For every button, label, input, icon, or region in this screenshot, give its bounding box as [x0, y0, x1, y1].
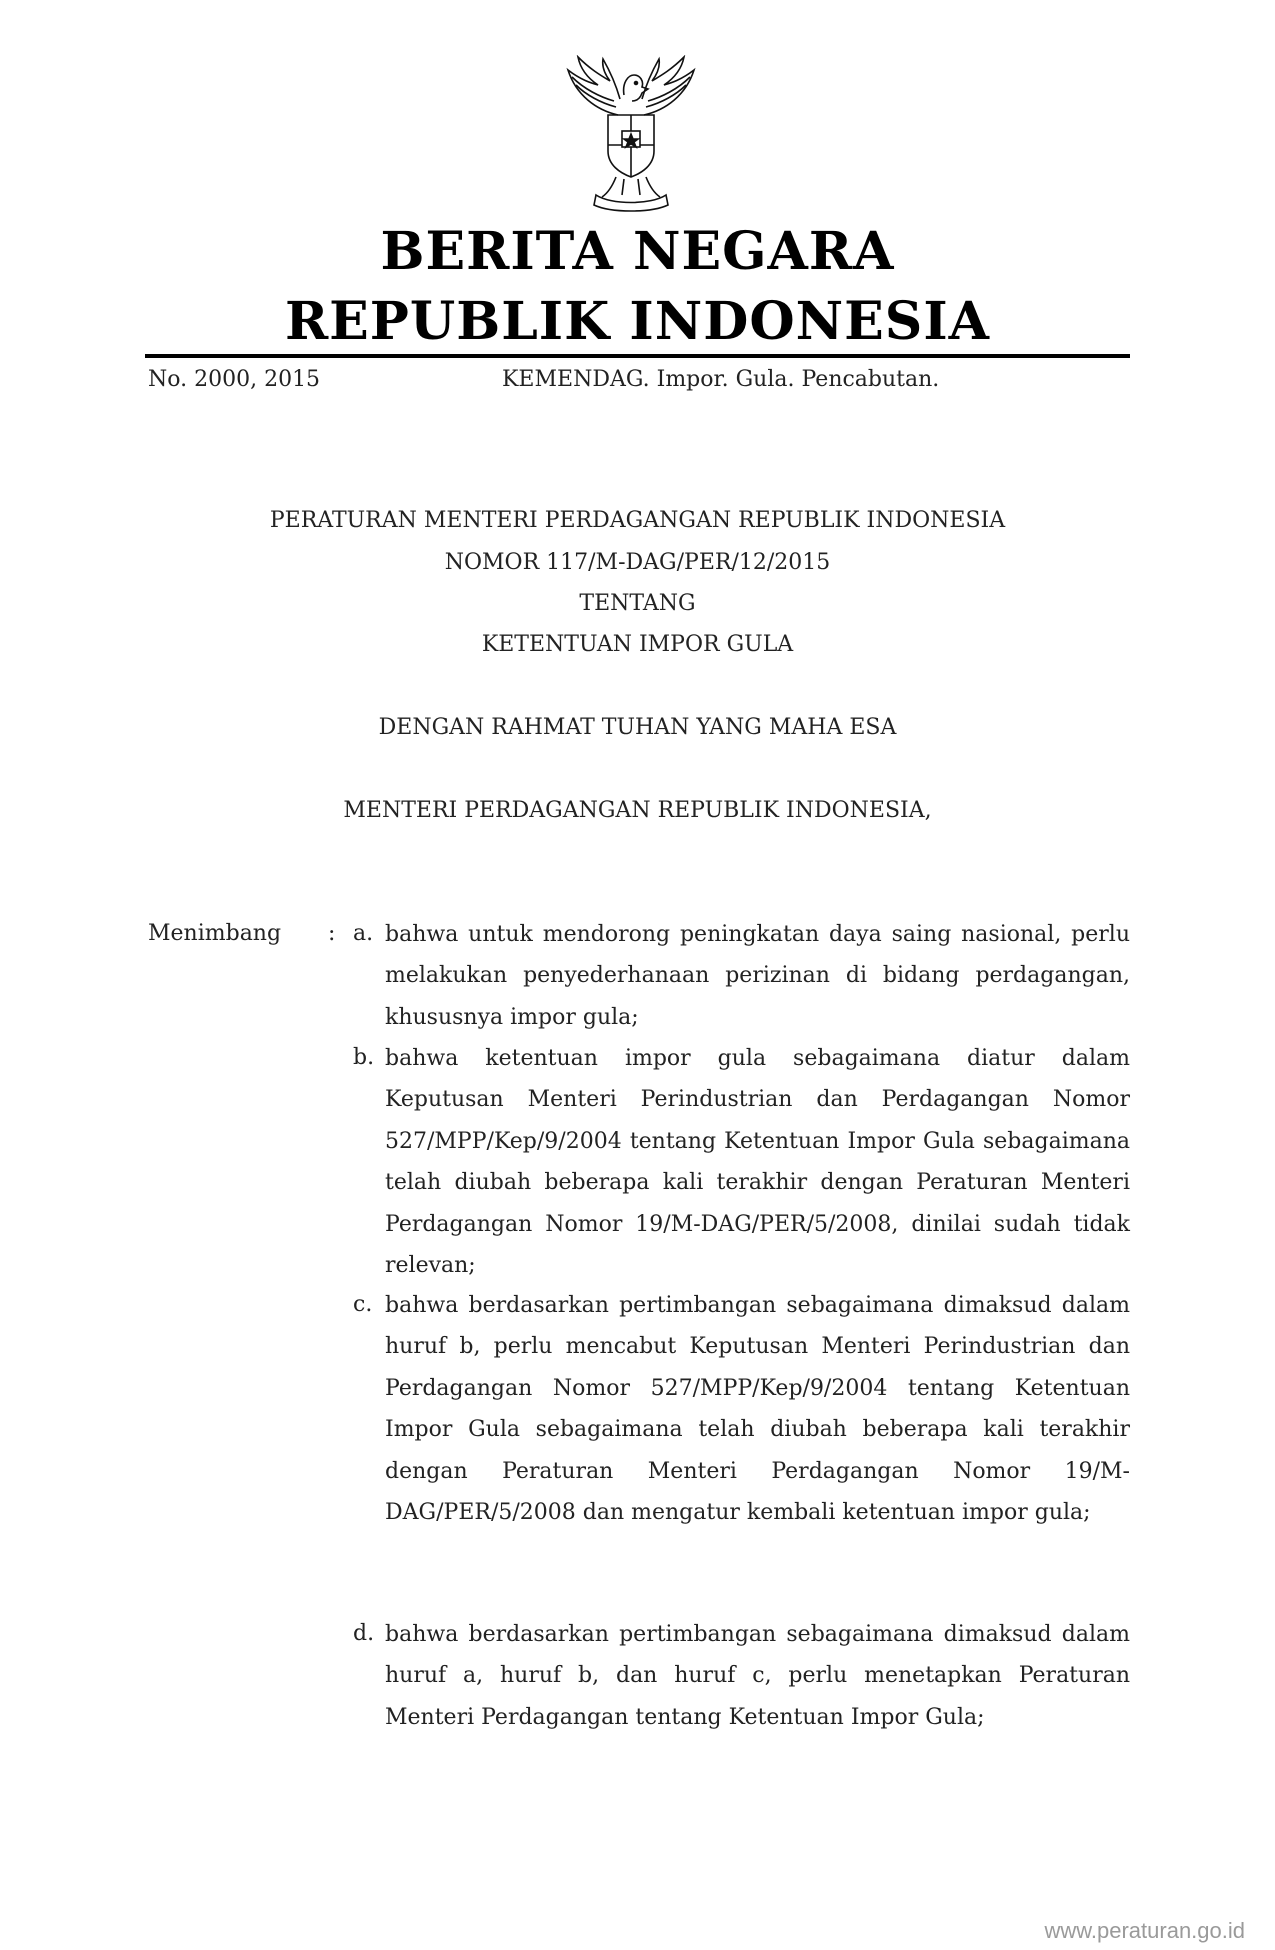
regulation-number: NOMOR 117/M-DAG/PER/12/2015: [444, 550, 831, 575]
authority: MENTERI PERDAGANGAN REPUBLIK INDONESIA,: [343, 798, 932, 823]
menimbang-label: Menimbang: [148, 921, 282, 946]
menimbang-item-a: bahwa untuk mendorong peningkatan daya saing nasional, perlu melakukan penyederhanaan perizinan di bidang perdagangan, khususnya impor gula;: [385, 922, 1130, 1030]
gazette-subject: KEMENDAG. Impor. Gula. Pencabutan.: [502, 367, 940, 392]
menimbang-item-c: bahwa berdasarkan pertimbangan sebagaimana dimaksud dalam huruf b, perlu mencabut Keputusan Menteri Perindustrian dan Perdagangan Nomor 527/MPP/Kep/9/2004 tentang Ketentuan Impor Gula sebagaimana telah diubah beberapa kali terakhir dengan Peraturan Menteri Perdagangan Nomor 19/M-DAG/PER/5/2008 dan mengatur kembali ketentuan impor gula;: [385, 1293, 1130, 1526]
item-letter: d.: [353, 1621, 375, 1646]
item-letter: c.: [353, 1292, 373, 1317]
menimbang-item-b: bahwa ketentuan impor gula sebagaimana diatur dalam Keputusan Menteri Perindustrian dan Perdagangan Nomor 527/MPP/Kep/9/2004 tentang Ketentuan Impor Gula sebagaimana telah diubah beberapa kali terakhir dengan Peraturan Menteri Perdagangan Nomor 19/M-DAG/PER/5/2008, dinilai sudah tidak relevan;: [385, 1046, 1130, 1279]
regulation-title: PERATURAN MENTERI PERDAGANGAN REPUBLIK INDONESIA: [269, 508, 1006, 533]
regulation-tentang: TENTANG: [579, 591, 696, 616]
gazette-title-line2: REPUBLIK INDONESIA: [284, 291, 991, 352]
regulation-subject: KETENTUAN IMPOR GULA: [481, 632, 794, 657]
gazette-title-line1: BERITA NEGARA: [380, 221, 895, 282]
garuda-emblem-icon: [556, 55, 706, 215]
gazette-number: No. 2000, 2015: [148, 367, 321, 392]
menimbang-colon: :: [328, 921, 336, 946]
invocation: DENGAN RAHMAT TUHAN YANG MAHA ESA: [378, 715, 897, 740]
item-letter: a.: [353, 921, 374, 946]
footer-url[interactable]: www.peraturan.go.id: [1044, 1918, 1245, 1943]
title-divider: [145, 354, 1130, 358]
menimbang-item-d: bahwa berdasarkan pertimbangan sebagaimana dimaksud dalam huruf a, huruf b, dan huruf c, perlu menetapkan Peraturan Menteri Perdagangan tentang Ketentuan Impor Gula;: [385, 1622, 1130, 1730]
item-letter: b.: [353, 1045, 375, 1070]
